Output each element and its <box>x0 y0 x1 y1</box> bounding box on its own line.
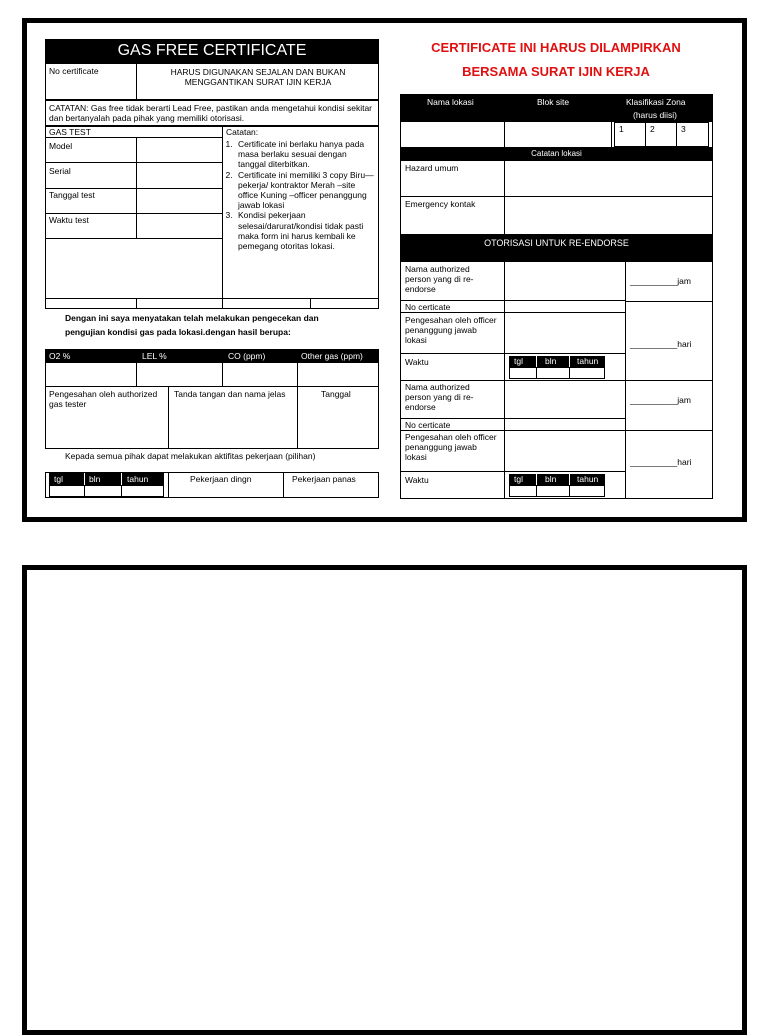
date-day-label-2: tgl <box>514 474 523 484</box>
notes-header: Catatan: <box>226 127 259 137</box>
no-certificate-label-2: No certicate <box>405 420 451 430</box>
declaration-text: Dengan ini saya menyatakan telah melakukan pengecekan dan pengujian kondisi gas pada lokasi.dengan hasil berupa: <box>65 313 319 337</box>
blank-page-frame <box>22 565 747 1035</box>
zone-2: 2 <box>650 124 655 134</box>
reendorse-title: OTORISASI UNTUK RE-ENDORSE <box>484 238 629 248</box>
days-field-1[interactable]: __________hari <box>630 339 692 349</box>
no-certificate-label-1: No certicate <box>405 302 451 312</box>
left-date-day-label: tgl <box>54 474 63 484</box>
location-notes-bar <box>400 148 713 160</box>
notes-list <box>224 139 374 251</box>
gas-test-date-label: Tanggal test <box>49 190 95 200</box>
note-item: 3. Kondisi pekerjaan selesai/darurat/kondisi tidak pasti maka form ini harus kembali ke pemegang otoritas lokasi. <box>235 210 374 251</box>
date-year-label-1: tahun <box>577 356 599 366</box>
gas-tester-label: Pengesahan oleh authorized gas tester <box>49 389 158 410</box>
emergency-label: Emergency kontak <box>405 199 476 209</box>
left-date-cells <box>49 485 164 497</box>
location-name-column: Nama lokasi <box>427 97 474 107</box>
empty-row <box>45 298 379 309</box>
zone-1: 1 <box>619 124 624 134</box>
hours-field-2[interactable]: __________jam <box>630 395 691 405</box>
no-certificate-label: No certificate <box>49 66 99 76</box>
gas-test-model-label: Model <box>49 141 73 151</box>
activity-note: Kepada semua pihak dapat melakukan aktifitas pekerjaan (pilihan) <box>65 451 316 461</box>
note-item: 2. Certificate ini memiliki 3 copy Biru—pekerja/ kontraktor Merah –site office Kuning –officer penanggung jawab lokasi <box>235 170 374 211</box>
cold-work-option[interactable]: Pekerjaan dingn <box>190 474 252 484</box>
form-title-bar <box>45 39 379 63</box>
signature-label: Tanda tangan dan nama jelas <box>174 389 286 399</box>
date-label: Tanggal <box>321 389 351 399</box>
time-label-2: Waktu <box>405 475 429 485</box>
officer-approval-label-2: Pengesahan oleh officer penanggung jawab lokasi <box>405 432 497 463</box>
left-date-month-label: bln <box>89 474 101 484</box>
date-month-label-1: bln <box>545 356 557 366</box>
zone-required-note: (harus diisi) <box>633 110 677 120</box>
o2-column: O2 % <box>49 351 71 361</box>
officer-approval-label-1: Pengesahan oleh officer penanggung jawab lokasi <box>405 315 497 346</box>
gas-test-time-label: Waktu test <box>49 215 89 225</box>
block-site-column: Blok site <box>537 97 570 107</box>
lel-column: LEL % <box>142 351 167 361</box>
catatan-note: CATATAN: Gas free tidak berarti Lead Free, pastikan anda mengetahui kondisi sekitar dan bertanyalah pada pihak yang memiliki otorisasi. <box>49 103 372 124</box>
red-heading-line2: BERSAMA SURAT IJIN KERJA <box>462 64 650 79</box>
date-year-label-2: tahun <box>577 474 599 484</box>
gas-readings-values <box>45 362 379 387</box>
gas-test-header: GAS TEST <box>49 127 91 137</box>
hazard-label: Hazard umum <box>405 163 459 173</box>
gas-test-serial-label: Serial <box>49 166 71 176</box>
left-date-year-label: tahun <box>127 474 149 484</box>
other-gas-column: Other gas (ppm) <box>301 351 363 361</box>
zone-3: 3 <box>681 124 686 134</box>
authorized-person-label-1: Nama authorized person yang di re-endorse <box>405 264 474 295</box>
red-heading-line1: CERTIFICATE INI HARUS DILAMPIRKAN <box>431 40 681 55</box>
zone-classification-column: Klasifikasi Zona <box>626 97 686 107</box>
date-cells-2 <box>509 485 605 497</box>
form-title: GAS FREE CERTIFICATE <box>117 42 307 59</box>
date-month-label-2: bln <box>545 474 557 484</box>
date-day-label-1: tgl <box>514 356 523 366</box>
date-cells-1 <box>509 367 605 379</box>
note-item: 1. Certificate ini berlaku hanya pada masa berlaku sesuai dengan tanggal diterbitkan. <box>235 139 374 170</box>
hot-work-option[interactable]: Pekerjaan panas <box>292 474 356 484</box>
time-label-1: Waktu <box>405 357 429 367</box>
authorized-person-label-2: Nama authorized person yang di re-endorse <box>405 382 474 413</box>
co-column: CO (ppm) <box>228 351 266 361</box>
days-field-2[interactable]: __________hari <box>630 457 692 467</box>
usage-note: HARUS DIGUNAKAN SEJALAN DAN BUKAN MENGGANTIKAN SURAT IJIN KERJA <box>170 67 346 88</box>
location-notes-title: Catatan lokasi <box>531 149 582 158</box>
reendorse-header-bar <box>400 235 713 261</box>
zone-cells <box>614 122 709 147</box>
hours-field-1[interactable]: __________jam <box>630 276 691 286</box>
